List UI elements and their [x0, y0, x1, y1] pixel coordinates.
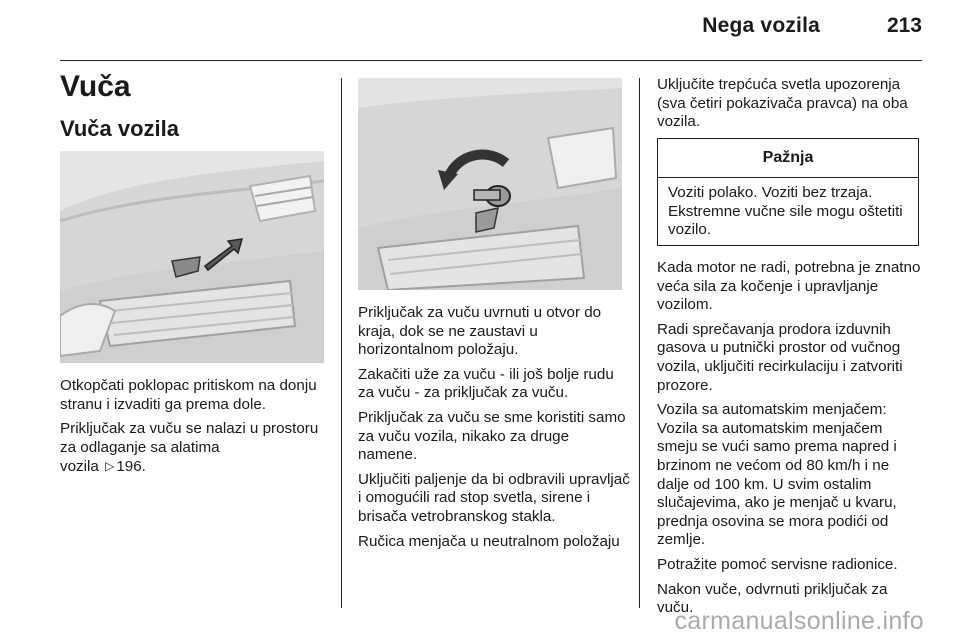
column-divider-1: [341, 78, 342, 608]
paragraph: Vozila sa automatskim menjačem: Vozila sa automatskim menjačem smeju se vući samo prema napred i brzinom ne većom od 80 km/h i ne dalje od 100 km. U svim ostalim slučajevima, ako je menjač u kvaru, prednja osovina se mora podići od zemlje.: [657, 401, 897, 549]
column-1-text: [60, 377, 326, 483]
header-title: Nega vozila: [702, 14, 820, 37]
reference-prefix: vozila: [60, 458, 99, 476]
column-divider-2: [639, 78, 640, 608]
warning-title: Pažnja: [658, 139, 918, 178]
paragraph: Zakačiti uže za vuču - ili još bolje rudu za vuču - za priključak za vuču.: [358, 365, 614, 402]
figure-tow-eye: [358, 78, 622, 290]
paragraph: Potražite pomoć servisne radionice.: [657, 555, 898, 573]
paragraph: Priključak za vuču uvrnuti u otvor do kraja, dok se ne zaustavi u horizontalnom položaju.: [358, 304, 602, 359]
paragraph: Priključak za vuču se sme koristiti samo za vuču vozila, nikako za druge namene.: [358, 408, 626, 464]
warning-box: [657, 138, 919, 246]
paragraph: Otkopčati poklopac pritiskom na donju stranu i izvaditi ga prema dole.: [60, 377, 317, 413]
paragraph-text: Priključak za vuču se nalazi u prostoru za odlaganje sa alatima: [60, 420, 319, 456]
warning-text: Voziti polako. Voziti bez trzaja. Ekstremne vučne sile mogu oštetiti vozilo.: [668, 184, 903, 239]
paragraph: Uključiti paljenje da bi odbravili upravljač i omogućili rad stop svetla, sirene i brisača vetrobranskog stakla.: [358, 470, 630, 525]
reference-page: 196.: [116, 458, 146, 476]
paragraph: [60, 420, 326, 457]
paragraph: Kada motor ne radi, potrebna je znatno veća sila za kočenje i upravljanje vozilom.: [657, 259, 921, 314]
paragraph: Nakon vuče, odvrnuti priključak za vuču.: [657, 580, 888, 617]
column-3-text: [657, 259, 925, 624]
page-reference: [60, 457, 326, 477]
column-2-text: [358, 304, 630, 557]
section-title: Vuča: [60, 70, 131, 103]
watermark: carmanualsonline.info: [674, 607, 924, 635]
paragraph: Radi sprečavanja prodora izduvnih gasova u putnički prostor od vučnog vozila, uključiti recirkulaciju i zatvoriti prozore.: [657, 320, 903, 394]
paragraph: Ručica menjača u neutralnom položaju: [358, 532, 620, 550]
page-number: 213: [886, 14, 922, 37]
figure-tow-cover: [60, 151, 324, 363]
subsection-title: Vuča vozila: [60, 116, 180, 141]
column-3-intro: [657, 76, 922, 138]
paragraph: Uključite trepćuća svetla upozorenja (sva četiri pokazivača pravca) na oba vozila.: [657, 76, 908, 131]
ref-arrow-icon: ▷: [105, 459, 115, 474]
header-rule: [60, 60, 922, 61]
